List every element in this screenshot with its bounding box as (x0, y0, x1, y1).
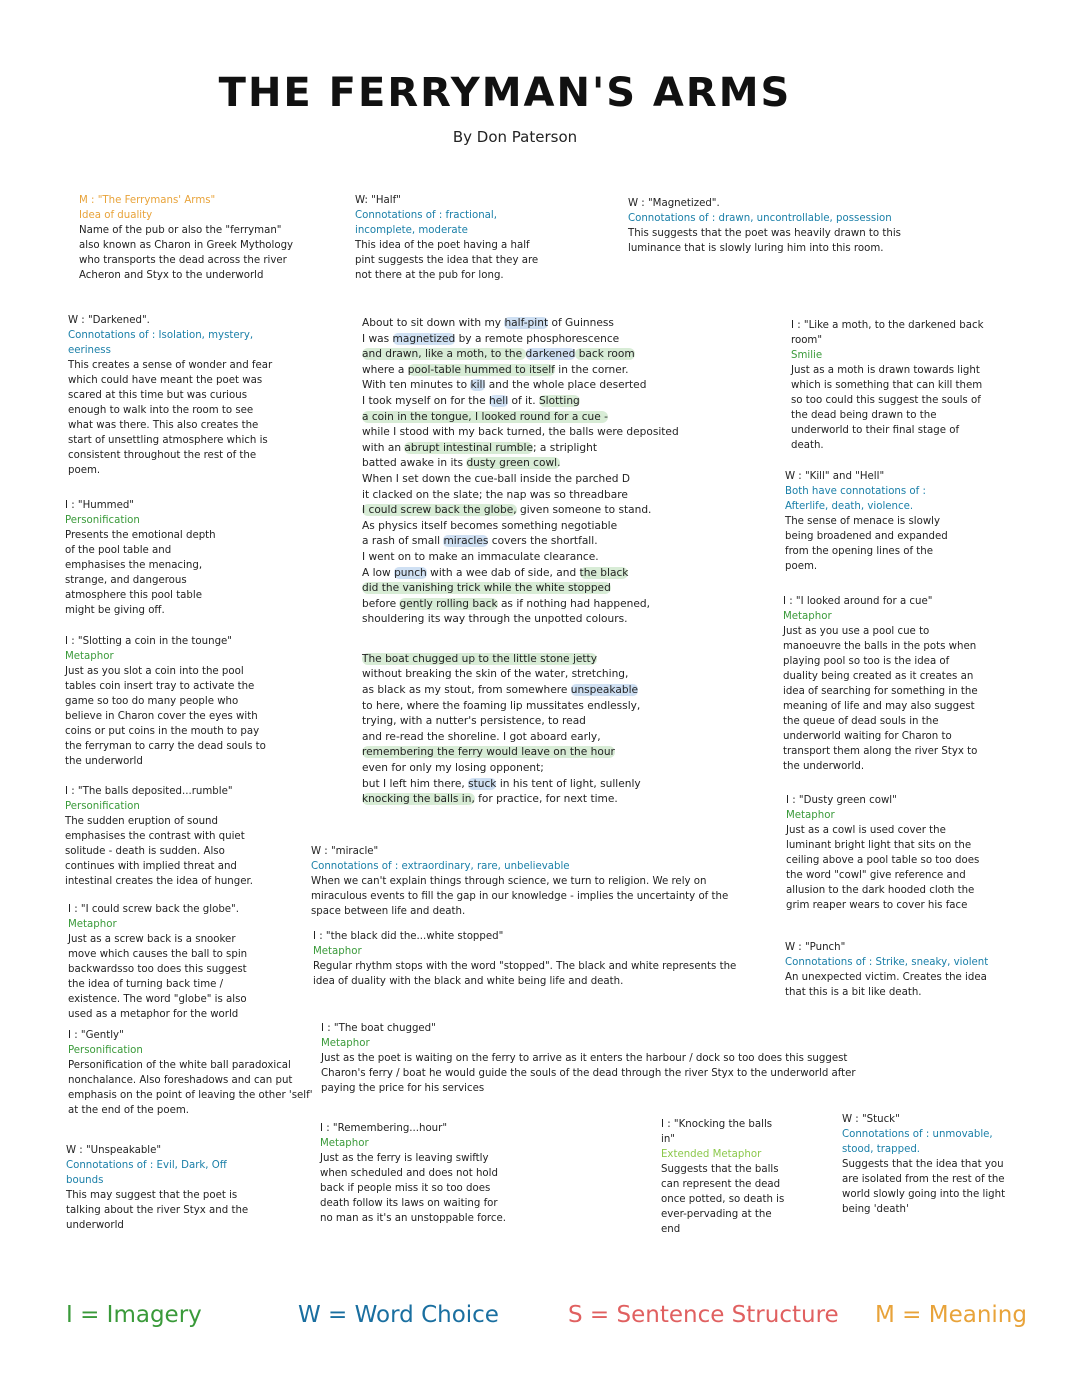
poem-text-segment: A low (362, 566, 395, 579)
poem-text-segment: ; a striplight (533, 441, 597, 454)
note-heading: I : "Knocking the balls in" (661, 1119, 773, 1145)
poem-line (362, 456, 692, 472)
highlight-word-choice: stuck (468, 777, 497, 790)
note-i-cowl (786, 793, 981, 913)
highlight-word-choice: darkened (525, 348, 576, 361)
poem-stanza-2 (362, 652, 692, 808)
highlight-word-choice: hell (489, 394, 509, 407)
note-subheading: Connotations of : unmovable, stood, trapped. (842, 1129, 993, 1155)
note-body: Just as a moth is drawn towards light which is something that can kill them so too could this suggest the souls of the dead being drawn to the underworld to their final stage of death. (791, 365, 983, 451)
note-heading: W : "miracle" (311, 846, 379, 857)
highlight-word-choice: unspeakable (570, 684, 639, 697)
note-w-punch (785, 940, 1000, 1000)
poem-text-segment: it clacked on the slate; the nap was so threadbare (362, 488, 628, 501)
highlight-imagery: and drawn, like a moth, to the (362, 348, 526, 361)
poem-line (362, 652, 692, 668)
note-body: This idea of the poet having a half pint suggests the idea that they are not there at the pub for long. (355, 240, 539, 281)
poem-text-segment: for practice, for next time. (474, 793, 618, 806)
note-i-slotting (65, 634, 270, 769)
poem-text (362, 316, 692, 808)
poem-line (362, 503, 692, 519)
note-heading: I : "I looked around for a cue" (783, 596, 933, 607)
note-heading: W : "Punch" (785, 942, 846, 953)
poem-text-segment: in the corner. (554, 363, 629, 376)
note-body: Regular rhythm stops with the word "stopped". The black and white represents the idea of duality with the black and white being life and death. (313, 961, 737, 987)
note-w-darkened (68, 313, 273, 478)
note-heading: I : "Dusty green cowl" (786, 795, 897, 806)
note-body: Suggests that the idea that you are isolated from the rest of the world slowly going into the light being 'death' (842, 1159, 1006, 1215)
note-subheading: Personification (65, 515, 140, 526)
poem-line (362, 683, 692, 699)
note-heading: W : "Magnetized". (628, 198, 720, 209)
note-heading: I : "the black did the...white stopped" (313, 931, 504, 942)
note-subheading: Metaphor (786, 810, 835, 821)
note-i-screw (68, 902, 263, 1022)
note-heading: I : "The boat chugged" (321, 1023, 436, 1034)
poem-text-segment: I took myself on for the (362, 394, 490, 407)
note-i-black (313, 929, 753, 989)
poem-text-segment: trying, with a nutter's persistence, to read (362, 715, 586, 728)
note-i-knocking (661, 1117, 786, 1237)
highlight-imagery: abrupt intestinal rumble (404, 441, 533, 454)
note-subheading: Extended Metaphor (661, 1149, 762, 1160)
poem-text-segment: with an (362, 441, 405, 454)
poem-line (362, 566, 692, 582)
note-i-balls (65, 784, 260, 889)
note-w-kill-hell (785, 469, 955, 574)
note-body: Just as the poet is waiting on the ferry to arrive as it enters the harbour / dock so too does this suggest Charon's ferry / boat he would guide the souls of the dead through the river Styx to the underworld after paying the price for his services (321, 1053, 856, 1094)
poem-line (362, 441, 692, 457)
poem-text-segment: With ten minutes to (362, 379, 471, 392)
poem-text-segment: shouldering its way through the unpotted colours. (362, 613, 628, 626)
poem-line (362, 488, 692, 504)
note-body: This suggests that the poet was heavily drawn to this luminance that is slowly luring him into this room. (628, 228, 901, 254)
poem-text-segment: while I stood with my back turned, the balls were deposited (362, 426, 679, 439)
poem-text-segment: batted awake in its (362, 457, 467, 470)
note-body: Just as a cowl is used cover the luminant bright light that sits on the ceiling above a pool table so too does the word "cowl" give reference and allusion to the dark hooded cloth the grim reaper wears to cover his face (786, 825, 980, 911)
poem-text-segment: given someone to stand. (516, 504, 652, 517)
note-body: Personification of the white ball paradoxical nonchalance. Also foreshadows and can put emphasis on the point of leaving the other 'self' at the end of the poem. (68, 1060, 313, 1116)
poem-text-segment: covers the shortfall. (488, 535, 598, 548)
note-subheading: Metaphor (321, 1038, 370, 1049)
note-subheading: Metaphor (320, 1138, 369, 1149)
poem-line (362, 550, 692, 566)
note-i-boat (321, 1021, 866, 1096)
note-body: Just as you slot a coin into the pool tables coin insert tray to activate the game so too do many people who believe in Charon cover the eyes with coins or put coins in the mouth to pay the ferryman to carry the dead souls to the underworld (65, 666, 266, 767)
highlight-word-choice: kill (470, 379, 486, 392)
poem-line (362, 792, 692, 808)
poem-text-segment: before (362, 597, 400, 610)
highlight-word-choice: half-pint (504, 317, 549, 329)
note-body: The sudden eruption of sound emphasises the contrast with quiet solitude - death is sudden. Also continues with implied threat and intestinal creates the idea of hunger. (65, 816, 253, 887)
poem-line (362, 777, 692, 793)
note-subheading: Both have connotations of : Afterlife, death, violence. (785, 486, 926, 512)
note-subheading: Metaphor (783, 611, 832, 622)
note-subheading: Connotations of : Evil, Dark, Off bounds (66, 1160, 227, 1186)
poem-line (362, 394, 692, 410)
note-body: Suggests that the balls can represent the dead once potted, so death is ever-pervading at the end (661, 1164, 785, 1235)
poem-line (362, 472, 692, 488)
note-body: Name of the pub or also the "ferryman" also known as Charon in Greek Mythology who transports the dead across the river Acheron and Styx to the underworld (79, 225, 294, 281)
note-w-miracle (311, 844, 761, 919)
note-body: When we can't explain things through science, we turn to religion. We rely on miraculous events to fill the gap in our knowledge - implies the uncertainty of the space between life and death. (311, 876, 729, 917)
poem-text-segment: of it. (508, 394, 539, 407)
highlight-word-choice: punch (394, 566, 427, 579)
note-subheading: Connotations of : Strike, sneaky, violent (785, 957, 989, 968)
note-subheading: Idea of duality (79, 210, 153, 221)
poem-text-segment: but I left him there, (362, 777, 469, 790)
note-body: Just as you use a pool cue to manoeuvre the balls in the pots when playing pool so too is the idea of duality being created as it creates an idea of searching for something in the meaning of life and may also suggest the queue of dead souls in the underworld waiting for Charon to transport them along the river Styx to the underworld. (783, 626, 978, 772)
poem-text-segment: and the whole place deserted (485, 379, 647, 392)
highlight-imagery: dusty green cowl. (466, 457, 561, 470)
poem-line (362, 410, 692, 426)
poem-text-segment: with a wee dab of side, and (426, 566, 580, 579)
poem-stanza-1 (362, 316, 692, 628)
note-i-cue (783, 594, 983, 774)
legend-meaning: M = Meaning (875, 1302, 1027, 1328)
highlight-imagery: I could screw back the globe, (362, 504, 517, 517)
poem-text-segment: When I set down the cue-ball inside the parched D (362, 472, 631, 485)
note-subheading: Smilie (791, 350, 823, 361)
note-subheading: Connotations of : drawn, uncontrollable, possession (628, 213, 892, 224)
note-heading: W : "Unspeakable" (66, 1145, 162, 1156)
poem-text-segment: a rash of small (362, 535, 444, 548)
poem-text-segment: as if nothing had happened, (497, 597, 650, 610)
legend-imagery: I = Imagery (66, 1302, 202, 1328)
note-w-half (355, 193, 550, 283)
poem-text-segment: and re-read the shoreline. I got aboard early, (362, 730, 601, 743)
note-heading: I : "Gently" (68, 1030, 124, 1041)
poem-text-segment: About to sit down with my (362, 317, 505, 329)
poem-text-segment: without breaking the skin of the water, stretching, (362, 668, 629, 681)
note-subheading: Connotations of : extraordinary, rare, unbelievable (311, 861, 570, 872)
poem-line (362, 745, 692, 761)
highlight-imagery: the black (579, 566, 629, 579)
note-heading: I : "Remembering...hour" (320, 1123, 448, 1134)
highlight-imagery: a coin in the tongue, I looked round for a cue - (362, 410, 608, 423)
poem-line (362, 730, 692, 746)
note-heading: W: "Half" (355, 195, 401, 206)
note-body: Presents the emotional depth of the pool table and emphasises the menacing, strange, and dangerous atmosphere this pool table might be giving off. (65, 530, 216, 616)
poem-text-segment: As physics itself becomes something negotiable (362, 519, 618, 532)
poem-text-segment: to here, where the foaming lip mussitates endlessly, (362, 699, 641, 712)
highlight-imagery: back room (575, 348, 635, 361)
poem-line (362, 597, 692, 613)
note-heading: I : "Hummed" (65, 500, 134, 511)
highlight-word-choice: magnetized (392, 332, 456, 345)
poem-line (362, 425, 692, 441)
note-subheading: Personification (68, 1045, 143, 1056)
poem-text-segment: I went on to make an immaculate clearance. (362, 550, 599, 563)
note-heading: W : "Darkened". (68, 315, 150, 326)
note-heading: I : "The balls deposited...rumble" (65, 786, 233, 797)
note-subheading: Connotations of : fractional, incomplete, moderate (355, 210, 497, 236)
highlight-imagery: The boat chugged up to the little stone jetty (362, 652, 597, 665)
note-body: This creates a sense of wonder and fear which could have meant the poet was scared at this time but was curious enough to walk into the room to see what was there. This also creates the start of unsettling atmosphere which is consistent throughout the rest of the poem. (68, 360, 273, 476)
poem-line (362, 534, 692, 550)
note-i-moth (791, 318, 991, 453)
highlight-imagery: Slotting (538, 394, 580, 407)
poem-line (362, 699, 692, 715)
poem-line (362, 581, 692, 597)
note-body: The sense of menace is slowly being broadened and expanded from the opening lines of the poem. (785, 516, 948, 572)
poem-line (362, 378, 692, 394)
note-w-stuck (842, 1112, 1012, 1217)
legend-word-choice: W = Word Choice (298, 1302, 499, 1328)
note-heading: M : "The Ferrymans' Arms" (79, 195, 216, 206)
note-heading: W : "Kill" and "Hell" (785, 471, 885, 482)
note-body: This may suggest that the poet is talking about the river Styx and the underworld (66, 1190, 249, 1231)
poem-line (362, 667, 692, 683)
highlight-word-choice: miracles (443, 535, 489, 548)
poem-line (362, 363, 692, 379)
poem-line (362, 612, 692, 628)
poem-line (362, 316, 692, 332)
note-i-gently (68, 1028, 318, 1118)
note-subheading: Personification (65, 801, 140, 812)
poem-text-segment: where a (362, 363, 408, 376)
note-body: An unexpected victim. Creates the idea that this is a bit like death. (785, 972, 987, 998)
note-w-unspeakable (66, 1143, 266, 1233)
note-subheading: Metaphor (313, 946, 362, 957)
highlight-imagery: knocking the balls in, (362, 793, 475, 806)
note-subheading: Metaphor (65, 651, 114, 662)
poem-text-segment: even for only my losing opponent; (362, 762, 544, 775)
note-heading: I : "I could screw back the globe". (68, 904, 239, 915)
poem-text-segment: I was (362, 332, 393, 345)
poem-line (362, 519, 692, 535)
highlight-imagery: pool-table hummed to itself (407, 363, 555, 376)
note-subheading: Metaphor (68, 919, 117, 930)
legend-sentence-structure: S = Sentence Structure (568, 1302, 839, 1328)
note-heading: I : "Like a moth, to the darkened back room" (791, 320, 984, 346)
poem-text-segment: by a remote phosphorescence (455, 332, 620, 345)
author-byline: By Don Paterson (452, 128, 578, 146)
note-i-hummed (65, 498, 225, 618)
highlight-imagery: did the vanishing trick while the white stopped (362, 582, 611, 595)
note-i-remembering (320, 1121, 510, 1226)
poem-text-segment: in his tent of light, sullenly (496, 777, 641, 790)
poem-text-segment: of Guinness (548, 317, 614, 329)
poem-line (362, 761, 692, 777)
poem-line (362, 347, 692, 363)
poem-line (362, 714, 692, 730)
page-title: THE FERRYMAN'S ARMS (218, 70, 792, 116)
poem-line (362, 332, 692, 348)
note-subheading: Connotations of : Isolation, mystery, eeriness (68, 330, 254, 356)
note-m-ferrymans (79, 193, 299, 283)
poem-text-segment: as black as my stout, from somewhere (362, 684, 571, 697)
highlight-imagery: remembering the ferry would leave on the hour (362, 746, 615, 759)
note-heading: I : "Slotting a coin in the tounge" (65, 636, 232, 647)
note-body: Just as a screw back is a snooker move which causes the ball to spin backwardsso too does this suggest the idea of turning back time / existence. The word "globe" is also used as a metaphor for the world (68, 934, 248, 1020)
note-heading: W : "Stuck" (842, 1114, 900, 1125)
note-w-magnetized (628, 196, 908, 256)
note-body: Just as the ferry is leaving swiftly when scheduled and does not hold back if people miss it so too does death follow its laws on waiting for no man as it's an unstoppable force. (320, 1153, 507, 1224)
highlight-imagery: gently rolling back (399, 597, 498, 610)
